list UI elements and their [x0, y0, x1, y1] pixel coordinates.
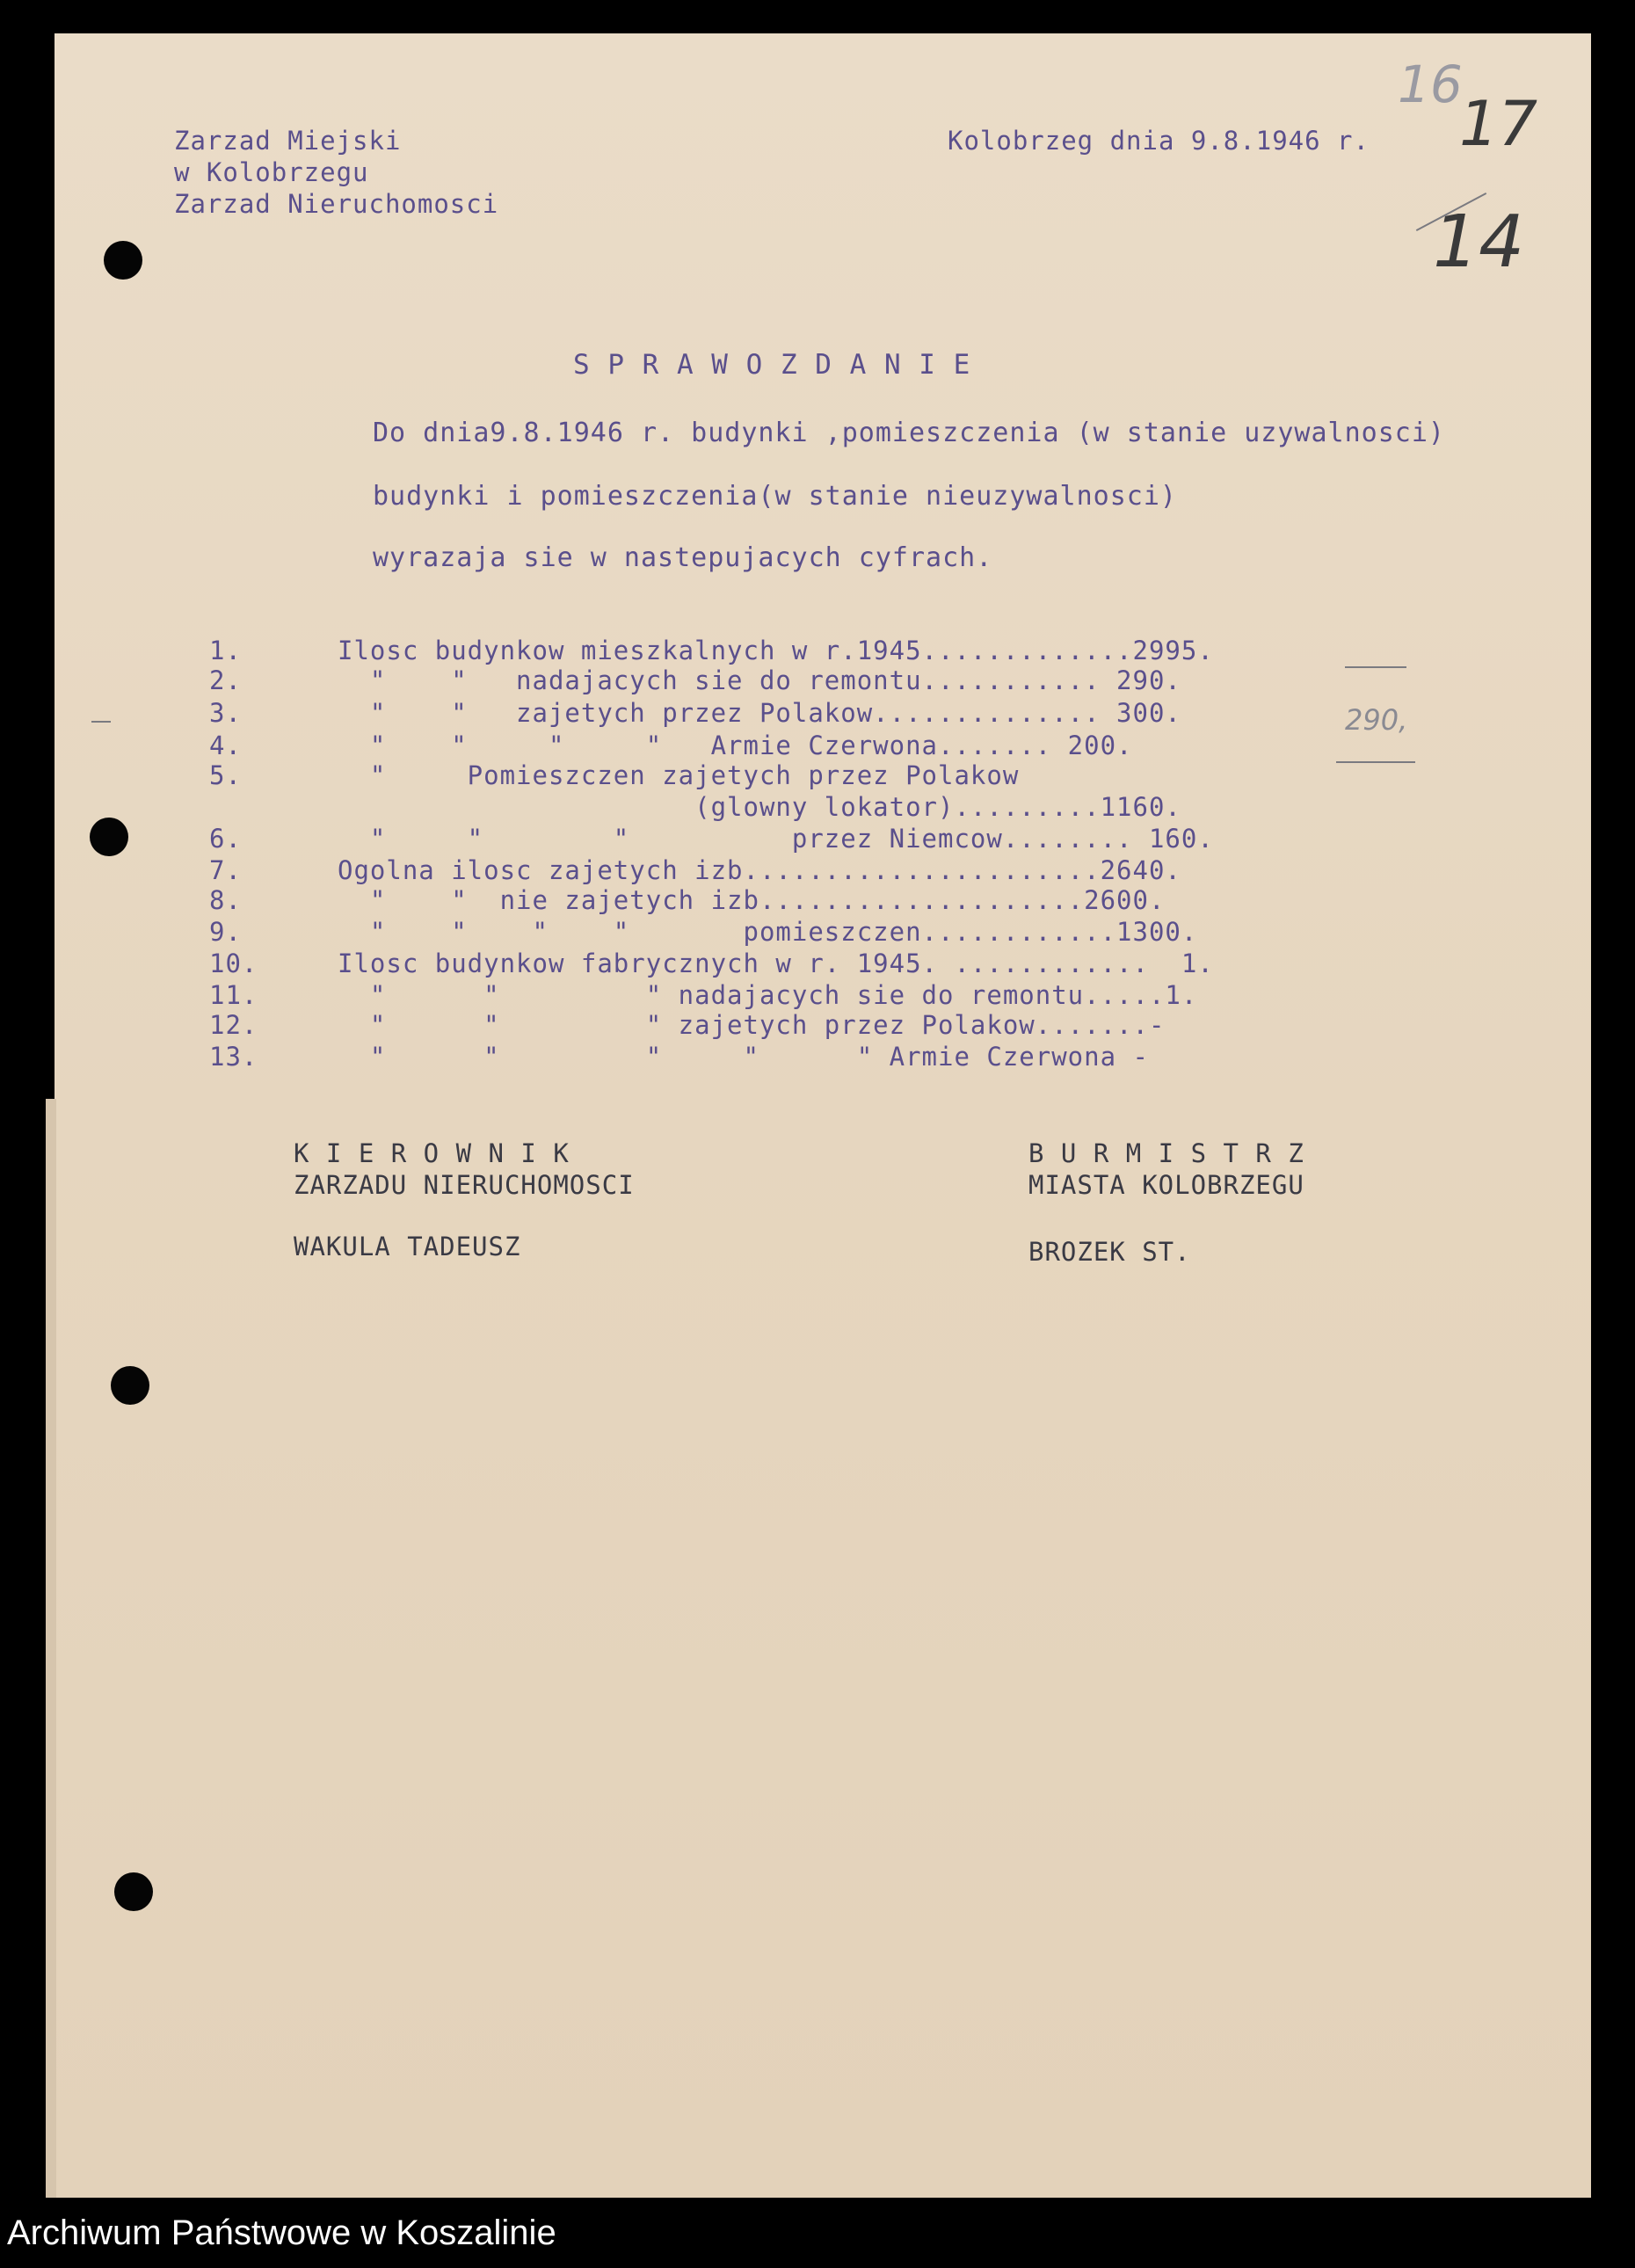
- paper-edge: [46, 1099, 56, 2198]
- list-item-number: 12.: [209, 1010, 258, 1040]
- list-item-number: 7.: [209, 855, 242, 885]
- office-line-3: Zarzad Nieruchomosci: [174, 189, 499, 219]
- margin-note: 290,: [1345, 703, 1408, 737]
- punch-hole: [104, 241, 142, 280]
- signature-right-name: BROZEK ST.: [1028, 1237, 1191, 1267]
- punch-hole: [114, 1872, 153, 1911]
- list-item-continuation: (glowny lokator).........1160.: [338, 792, 1181, 822]
- punch-hole: [90, 818, 128, 856]
- folio-number-crossed: 16: [1398, 55, 1463, 114]
- list-item-number: 1.: [209, 636, 242, 665]
- list-item-text: " " zajetych przez Polakow.............. 300.: [338, 698, 1181, 728]
- list-item-number: 8.: [209, 885, 242, 915]
- list-item-text: " " " " pomieszczen............1300.: [338, 917, 1198, 947]
- document-title: S P R A W O Z D A N I E: [573, 349, 971, 381]
- signature-right-subtitle: MIASTA KOLOBRZEGU: [1028, 1170, 1304, 1200]
- list-item-text: " " nie zajetych izb....................2600.: [338, 885, 1166, 915]
- list-item-text: Ilosc budynkow fabrycznych w r. 1945. ............ 1.: [338, 949, 1214, 978]
- list-item-number: 2.: [209, 665, 242, 695]
- list-item-number: 13.: [209, 1042, 258, 1072]
- place-date: Kolobrzeg dnia 9.8.1946 r.: [948, 126, 1370, 156]
- list-item-number: 5.: [209, 760, 242, 790]
- list-item-number: 9.: [209, 917, 242, 947]
- list-item-text: " " " " Armie Czerwona....... 200.: [338, 731, 1133, 760]
- list-item-text: Ilosc budynkow mieszkalnych w r.1945.............2995.: [338, 636, 1214, 665]
- office-line-2: w Kolobrzegu: [174, 157, 369, 187]
- list-item-text: " " " " " Armie Czerwona -: [338, 1042, 1149, 1072]
- signature-right-title: B U R M I S T R Z: [1028, 1138, 1304, 1168]
- pencil-mark: [1345, 666, 1406, 668]
- folio-number-current: 14: [1433, 200, 1525, 284]
- signature-left-subtitle: ZARZADU NIERUCHOMOSCI: [294, 1170, 635, 1200]
- folio-number: 17: [1459, 88, 1538, 160]
- list-item-text: " " " nadajacych sie do remontu.....1.: [338, 980, 1198, 1010]
- signature-left-name: WAKULA TADEUSZ: [294, 1232, 521, 1261]
- intro-line-3: wyrazaja sie w nastepujacych cyfrach.: [373, 542, 993, 573]
- office-line-1: Zarzad Miejski: [174, 126, 402, 156]
- list-item-text: " " nadajacych sie do remontu........... 290.: [338, 665, 1181, 695]
- list-item-text: " " " przez Niemcow........ 160.: [338, 824, 1214, 854]
- punch-hole: [111, 1366, 149, 1405]
- intro-line-2: budynki i pomieszczenia(w stanie nieuzywalnosci): [373, 481, 1177, 512]
- list-item-text: " Pomieszczen zajetych przez Polakow: [338, 760, 1020, 790]
- list-item-text: Ogolna ilosc zajetych izb......................2640.: [338, 855, 1181, 885]
- pencil-mark: [1336, 761, 1415, 763]
- list-item-number: 4.: [209, 731, 242, 760]
- signature-left-title: K I E R O W N I K: [294, 1138, 570, 1168]
- pencil-mark: [91, 721, 111, 723]
- list-item-number: 3.: [209, 698, 242, 728]
- intro-line-1: Do dnia9.8.1946 r. budynki ,pomieszczenia (w stanie uzywalnosci): [373, 418, 1445, 448]
- archive-footer: [0, 2198, 1635, 2268]
- list-item-text: " " " zajetych przez Polakow.......-: [338, 1010, 1166, 1040]
- list-item-number: 6.: [209, 824, 242, 854]
- list-item-number: 10.: [209, 949, 258, 978]
- archive-name: Archiwum Państwowe w Koszalinie: [7, 2213, 556, 2252]
- list-item-number: 11.: [209, 980, 258, 1010]
